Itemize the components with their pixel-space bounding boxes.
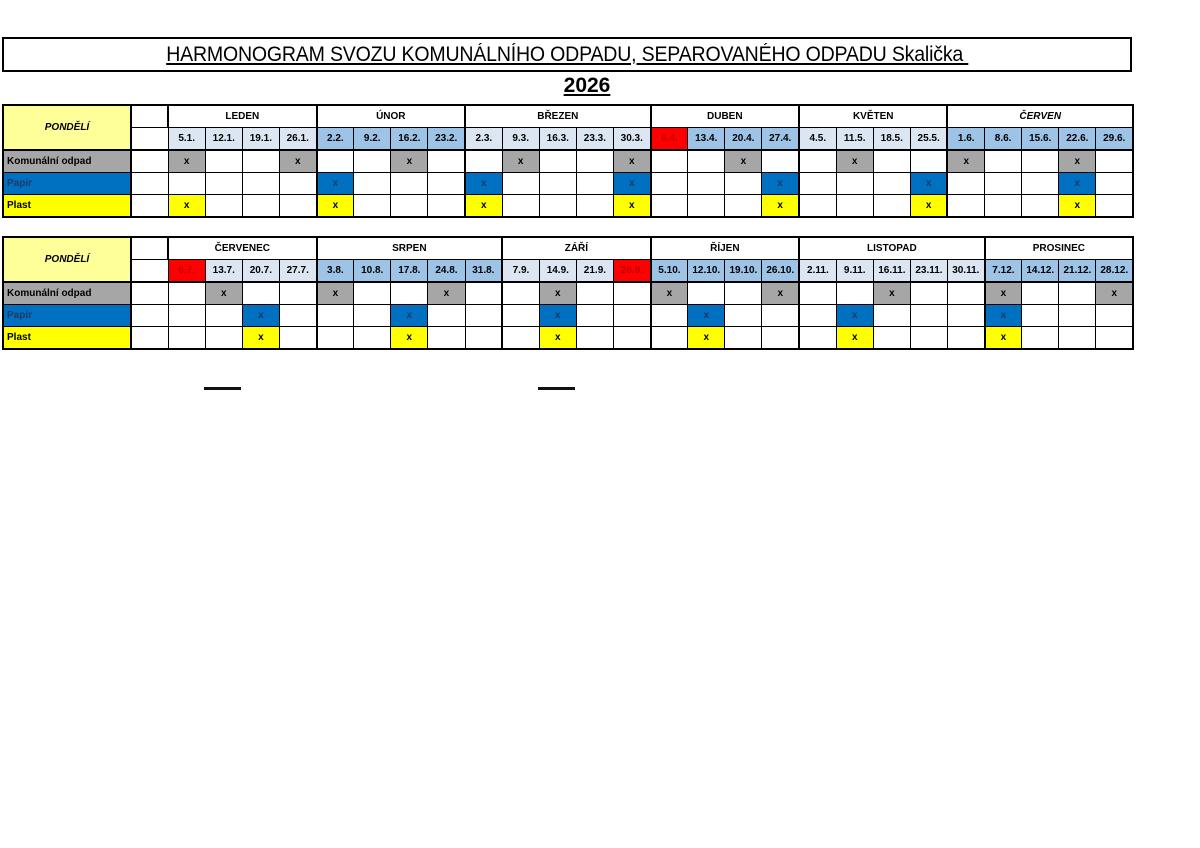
schedule-cell-empty bbox=[836, 282, 873, 305]
schedule-cell-empty bbox=[910, 150, 947, 173]
schedule-cell-empty bbox=[465, 305, 502, 327]
date-cell: 16.3. bbox=[539, 128, 576, 151]
date-cell: 2.3. bbox=[465, 128, 502, 151]
schedule-cell-empty bbox=[131, 282, 168, 305]
month-header: BŘEZEN bbox=[465, 105, 651, 128]
schedule-cell-empty bbox=[1059, 327, 1096, 350]
schedule-cell-empty bbox=[168, 327, 205, 350]
dash-mark bbox=[538, 387, 575, 390]
document-title: HARMONOGRAM SVOZU KOMUNÁLNÍHO ODPADU, SEPAROVANÉHO ODPADU Skalička bbox=[165, 42, 969, 66]
pickup-mark: x bbox=[613, 150, 650, 173]
month-header: ÚNOR bbox=[317, 105, 465, 128]
schedule-cell-empty bbox=[948, 305, 985, 327]
schedule-cell-empty bbox=[205, 150, 242, 173]
date-cell: 7.12. bbox=[985, 260, 1022, 283]
date-cell: 31.8. bbox=[465, 260, 502, 283]
pickup-mark: x bbox=[836, 327, 873, 350]
schedule-cell-empty bbox=[391, 173, 428, 195]
schedule-cell-empty bbox=[1022, 305, 1059, 327]
schedule-cell-empty bbox=[1022, 173, 1059, 195]
schedule-cell-empty bbox=[873, 327, 910, 350]
schedule-cell-empty bbox=[576, 150, 613, 173]
date-cell: 12.10. bbox=[688, 260, 725, 283]
pickup-mark: x bbox=[317, 195, 354, 218]
schedule-cell-empty bbox=[317, 327, 354, 350]
schedule-cell-empty bbox=[279, 282, 316, 305]
month-header: ČERVENEC bbox=[168, 237, 316, 260]
waste-row-papir bbox=[3, 305, 1133, 327]
schedule-cell-empty bbox=[613, 282, 650, 305]
pickup-mark: x bbox=[725, 150, 762, 173]
schedule-cell-empty bbox=[985, 150, 1022, 173]
date-cell: 7.9. bbox=[502, 260, 539, 283]
schedule-cell-empty bbox=[688, 173, 725, 195]
schedule-cell-empty bbox=[502, 195, 539, 218]
schedule-cell-empty bbox=[131, 327, 168, 350]
date-cell: 30.3. bbox=[613, 128, 650, 151]
month-header: KVĚTEN bbox=[799, 105, 947, 128]
schedule-cell-empty bbox=[428, 195, 465, 218]
schedule-cell-empty bbox=[1059, 305, 1096, 327]
schedule-cell-empty bbox=[539, 150, 576, 173]
month-header-blank bbox=[131, 105, 168, 128]
pickup-mark: x bbox=[391, 327, 428, 350]
pickup-mark: x bbox=[242, 305, 279, 327]
date-cell: 21.9. bbox=[576, 260, 613, 283]
date-cell: 23.2. bbox=[428, 128, 465, 151]
date-cell: 8.6. bbox=[985, 128, 1022, 151]
date-cell: 10.8. bbox=[354, 260, 391, 283]
schedule-cell-empty bbox=[910, 305, 947, 327]
schedule-table-first-half bbox=[2, 104, 1134, 218]
pickup-mark: x bbox=[279, 150, 316, 173]
pickup-mark: x bbox=[317, 173, 354, 195]
date-header-row bbox=[3, 128, 1133, 151]
schedule-cell-empty bbox=[465, 282, 502, 305]
schedule-cell-empty bbox=[985, 195, 1022, 218]
schedule-cell-empty bbox=[279, 305, 316, 327]
date-cell: 25.5. bbox=[910, 128, 947, 151]
date-cell: 14.12. bbox=[1022, 260, 1059, 283]
schedule-cell-empty bbox=[725, 173, 762, 195]
schedule-cell-empty bbox=[799, 327, 836, 350]
schedule-cell-empty bbox=[910, 282, 947, 305]
schedule-cell-empty bbox=[1022, 195, 1059, 218]
schedule-table-second-half bbox=[2, 236, 1134, 350]
date-cell-holiday: 6.4. bbox=[651, 128, 688, 151]
date-cell: 4.5. bbox=[799, 128, 836, 151]
pickup-mark: x bbox=[465, 173, 502, 195]
schedule-cell-empty bbox=[725, 195, 762, 218]
schedule-cell-empty bbox=[651, 150, 688, 173]
schedule-cell-empty bbox=[131, 195, 168, 218]
date-cell: 5.10. bbox=[651, 260, 688, 283]
document-title-box bbox=[2, 37, 1132, 72]
schedule-cell-empty bbox=[539, 195, 576, 218]
date-cell: 20.7. bbox=[242, 260, 279, 283]
pickup-mark: x bbox=[836, 150, 873, 173]
schedule-cell-empty bbox=[242, 150, 279, 173]
pickup-mark: x bbox=[539, 305, 576, 327]
month-header: SRPEN bbox=[317, 237, 503, 260]
date-cell: 11.5. bbox=[836, 128, 873, 151]
schedule-cell-empty bbox=[688, 150, 725, 173]
date-cell: 23.11. bbox=[910, 260, 947, 283]
date-cell: 5.1. bbox=[168, 128, 205, 151]
schedule-cell-empty bbox=[799, 150, 836, 173]
pickup-mark: x bbox=[985, 282, 1022, 305]
schedule-cell-empty bbox=[502, 282, 539, 305]
month-header: ZÁŘÍ bbox=[502, 237, 650, 260]
pickup-mark: x bbox=[688, 327, 725, 350]
schedule-cell-empty bbox=[910, 327, 947, 350]
schedule-cell-empty bbox=[391, 195, 428, 218]
schedule-cell-empty bbox=[131, 173, 168, 195]
schedule-cell-empty bbox=[317, 305, 354, 327]
schedule-cell-empty bbox=[985, 173, 1022, 195]
date-cell: 28.12. bbox=[1096, 260, 1133, 283]
pickup-mark: x bbox=[1096, 282, 1133, 305]
schedule-cell-empty bbox=[354, 195, 391, 218]
schedule-cell-empty bbox=[205, 327, 242, 350]
schedule-cell-empty bbox=[799, 282, 836, 305]
date-cell: 14.9. bbox=[539, 260, 576, 283]
pickup-mark: x bbox=[762, 195, 799, 218]
waste-type-label: Plast bbox=[3, 327, 131, 350]
schedule-cell-empty bbox=[428, 327, 465, 350]
date-cell: 27.4. bbox=[762, 128, 799, 151]
pickup-mark: x bbox=[651, 282, 688, 305]
schedule-cell-empty bbox=[873, 195, 910, 218]
schedule-cell-empty bbox=[205, 173, 242, 195]
schedule-cell-empty bbox=[948, 282, 985, 305]
date-cell: 21.12. bbox=[1059, 260, 1096, 283]
waste-row-komunal bbox=[3, 282, 1133, 305]
schedule-cell-empty bbox=[391, 282, 428, 305]
schedule-cell-empty bbox=[688, 195, 725, 218]
date-cell: 16.11. bbox=[873, 260, 910, 283]
pickup-mark: x bbox=[242, 327, 279, 350]
schedule-cell-empty bbox=[428, 150, 465, 173]
pickup-mark: x bbox=[873, 282, 910, 305]
waste-row-papir bbox=[3, 173, 1133, 195]
schedule-cell-empty bbox=[576, 195, 613, 218]
schedule-cell-empty bbox=[279, 173, 316, 195]
schedule-cell-empty bbox=[762, 305, 799, 327]
waste-type-label: Plast bbox=[3, 195, 131, 218]
date-cell: 16.2. bbox=[391, 128, 428, 151]
date-cell: 22.6. bbox=[1059, 128, 1096, 151]
pickup-mark: x bbox=[1059, 173, 1096, 195]
pickup-mark: x bbox=[168, 150, 205, 173]
date-cell: 13.4. bbox=[688, 128, 725, 151]
date-cell: 13.7. bbox=[205, 260, 242, 283]
month-header: PROSINEC bbox=[985, 237, 1133, 260]
date-cell-blank bbox=[131, 128, 168, 151]
schedule-cell-empty bbox=[1022, 282, 1059, 305]
schedule-cell-empty bbox=[205, 305, 242, 327]
pickup-mark: x bbox=[613, 195, 650, 218]
schedule-cell-empty bbox=[354, 305, 391, 327]
pickup-mark: x bbox=[539, 327, 576, 350]
schedule-cell-empty bbox=[1096, 327, 1133, 350]
date-cell-holiday: 28.9. bbox=[613, 260, 650, 283]
date-cell: 9.3. bbox=[502, 128, 539, 151]
schedule-cell-empty bbox=[725, 327, 762, 350]
schedule-cell-empty bbox=[168, 282, 205, 305]
schedule-cell-empty bbox=[205, 195, 242, 218]
pickup-mark: x bbox=[613, 173, 650, 195]
date-cell: 9.2. bbox=[354, 128, 391, 151]
document-year: 2026 bbox=[563, 74, 611, 97]
schedule-cell-empty bbox=[1022, 327, 1059, 350]
date-cell-holiday: 6.7. bbox=[168, 260, 205, 283]
schedule-cell-empty bbox=[502, 305, 539, 327]
date-cell: 12.1. bbox=[205, 128, 242, 151]
date-cell: 19.1. bbox=[242, 128, 279, 151]
schedule-cell-empty bbox=[651, 327, 688, 350]
date-cell: 18.5. bbox=[873, 128, 910, 151]
date-cell: 26.10. bbox=[762, 260, 799, 283]
schedule-cell-empty bbox=[465, 150, 502, 173]
date-cell: 17.8. bbox=[391, 260, 428, 283]
pickup-mark: x bbox=[1059, 150, 1096, 173]
schedule-cell-empty bbox=[799, 305, 836, 327]
schedule-cell-empty bbox=[502, 327, 539, 350]
date-cell: 24.8. bbox=[428, 260, 465, 283]
pickup-mark: x bbox=[317, 282, 354, 305]
date-cell: 3.8. bbox=[317, 260, 354, 283]
waste-row-plast bbox=[3, 327, 1133, 350]
schedule-cell-empty bbox=[279, 327, 316, 350]
schedule-cell-empty bbox=[799, 173, 836, 195]
schedule-cell-empty bbox=[836, 173, 873, 195]
schedule-cell-empty bbox=[762, 327, 799, 350]
schedule-cell-empty bbox=[651, 305, 688, 327]
pickup-mark: x bbox=[762, 282, 799, 305]
date-cell: 29.6. bbox=[1096, 128, 1133, 151]
schedule-cell-empty bbox=[168, 305, 205, 327]
schedule-cell-empty bbox=[651, 195, 688, 218]
schedule-cell-empty bbox=[576, 327, 613, 350]
schedule-cell-empty bbox=[1096, 173, 1133, 195]
schedule-cell-empty bbox=[576, 282, 613, 305]
waste-type-label: Papir bbox=[3, 173, 131, 195]
day-label: PONDĚLÍ bbox=[3, 237, 131, 282]
month-header: LISTOPAD bbox=[799, 237, 985, 260]
schedule-cell-empty bbox=[317, 150, 354, 173]
pickup-mark: x bbox=[762, 173, 799, 195]
pickup-mark: x bbox=[168, 195, 205, 218]
pickup-mark: x bbox=[688, 305, 725, 327]
day-label: PONDĚLÍ bbox=[3, 105, 131, 150]
date-cell: 20.4. bbox=[725, 128, 762, 151]
schedule-cell-empty bbox=[502, 173, 539, 195]
schedule-cell-empty bbox=[1096, 195, 1133, 218]
schedule-cell-empty bbox=[799, 195, 836, 218]
schedule-cell-empty bbox=[836, 195, 873, 218]
schedule-cell-empty bbox=[576, 173, 613, 195]
pickup-mark: x bbox=[910, 173, 947, 195]
schedule-cell-empty bbox=[725, 305, 762, 327]
schedule-cell-empty bbox=[948, 327, 985, 350]
pickup-mark: x bbox=[391, 150, 428, 173]
date-cell: 26.1. bbox=[279, 128, 316, 151]
schedule-cell-empty bbox=[576, 305, 613, 327]
schedule-cell-empty bbox=[354, 327, 391, 350]
schedule-cell-empty bbox=[1096, 305, 1133, 327]
date-cell: 23.3. bbox=[576, 128, 613, 151]
schedule-cell-empty bbox=[873, 305, 910, 327]
pickup-mark: x bbox=[836, 305, 873, 327]
schedule-cell-empty bbox=[242, 282, 279, 305]
schedule-cell-empty bbox=[539, 173, 576, 195]
waste-type-label: Komunální odpad bbox=[3, 282, 131, 305]
schedule-cell-empty bbox=[873, 150, 910, 173]
pickup-mark: x bbox=[205, 282, 242, 305]
schedule-cell-empty bbox=[762, 150, 799, 173]
schedule-cell-empty bbox=[242, 195, 279, 218]
date-cell-blank bbox=[131, 260, 168, 283]
schedule-cell-empty bbox=[613, 327, 650, 350]
month-header-blank bbox=[131, 237, 168, 260]
schedule-cell-empty bbox=[279, 195, 316, 218]
waste-row-plast bbox=[3, 195, 1133, 218]
schedule-cell-empty bbox=[242, 173, 279, 195]
date-header-row bbox=[3, 260, 1133, 283]
pickup-mark: x bbox=[985, 327, 1022, 350]
pickup-mark: x bbox=[985, 305, 1022, 327]
schedule-cell-empty bbox=[947, 173, 984, 195]
pickup-mark: x bbox=[539, 282, 576, 305]
waste-type-label: Papir bbox=[3, 305, 131, 327]
schedule-cell-empty bbox=[947, 195, 984, 218]
schedule-cell-empty bbox=[168, 173, 205, 195]
schedule-cell-empty bbox=[873, 173, 910, 195]
dash-mark bbox=[204, 387, 241, 390]
date-cell: 2.2. bbox=[317, 128, 354, 151]
month-header: ŘÍJEN bbox=[651, 237, 799, 260]
schedule-cell-empty bbox=[354, 173, 391, 195]
date-cell: 9.11. bbox=[836, 260, 873, 283]
month-header: ČERVEN bbox=[947, 105, 1133, 128]
schedule-cell-empty bbox=[1059, 282, 1096, 305]
date-cell: 2.11. bbox=[799, 260, 836, 283]
schedule-cell-empty bbox=[131, 305, 168, 327]
pickup-mark: x bbox=[391, 305, 428, 327]
pickup-mark: x bbox=[910, 195, 947, 218]
date-cell: 1.6. bbox=[947, 128, 984, 151]
schedule-cell-empty bbox=[428, 173, 465, 195]
pickup-mark: x bbox=[502, 150, 539, 173]
waste-type-label: Komunální odpad bbox=[3, 150, 131, 173]
schedule-cell-empty bbox=[465, 327, 502, 350]
pickup-mark: x bbox=[1059, 195, 1096, 218]
month-header-row bbox=[3, 105, 1133, 128]
schedule-cell-empty bbox=[1096, 150, 1133, 173]
schedule-cell-empty bbox=[1022, 150, 1059, 173]
month-header: DUBEN bbox=[651, 105, 799, 128]
schedule-cell-empty bbox=[688, 282, 725, 305]
waste-row-komunal bbox=[3, 150, 1133, 173]
schedule-cell-empty bbox=[651, 173, 688, 195]
pickup-mark: x bbox=[428, 282, 465, 305]
schedule-cell-empty bbox=[428, 305, 465, 327]
pickup-mark: x bbox=[947, 150, 984, 173]
date-cell: 15.6. bbox=[1022, 128, 1059, 151]
date-cell: 19.10. bbox=[725, 260, 762, 283]
schedule-cell-empty bbox=[354, 282, 391, 305]
schedule-cell-empty bbox=[613, 305, 650, 327]
month-header-row bbox=[3, 237, 1133, 260]
schedule-cell-empty bbox=[131, 150, 168, 173]
date-cell: 27.7. bbox=[279, 260, 316, 283]
pickup-mark: x bbox=[465, 195, 502, 218]
month-header: LEDEN bbox=[168, 105, 316, 128]
date-cell: 30.11. bbox=[948, 260, 985, 283]
schedule-cell-empty bbox=[725, 282, 762, 305]
schedule-cell-empty bbox=[354, 150, 391, 173]
